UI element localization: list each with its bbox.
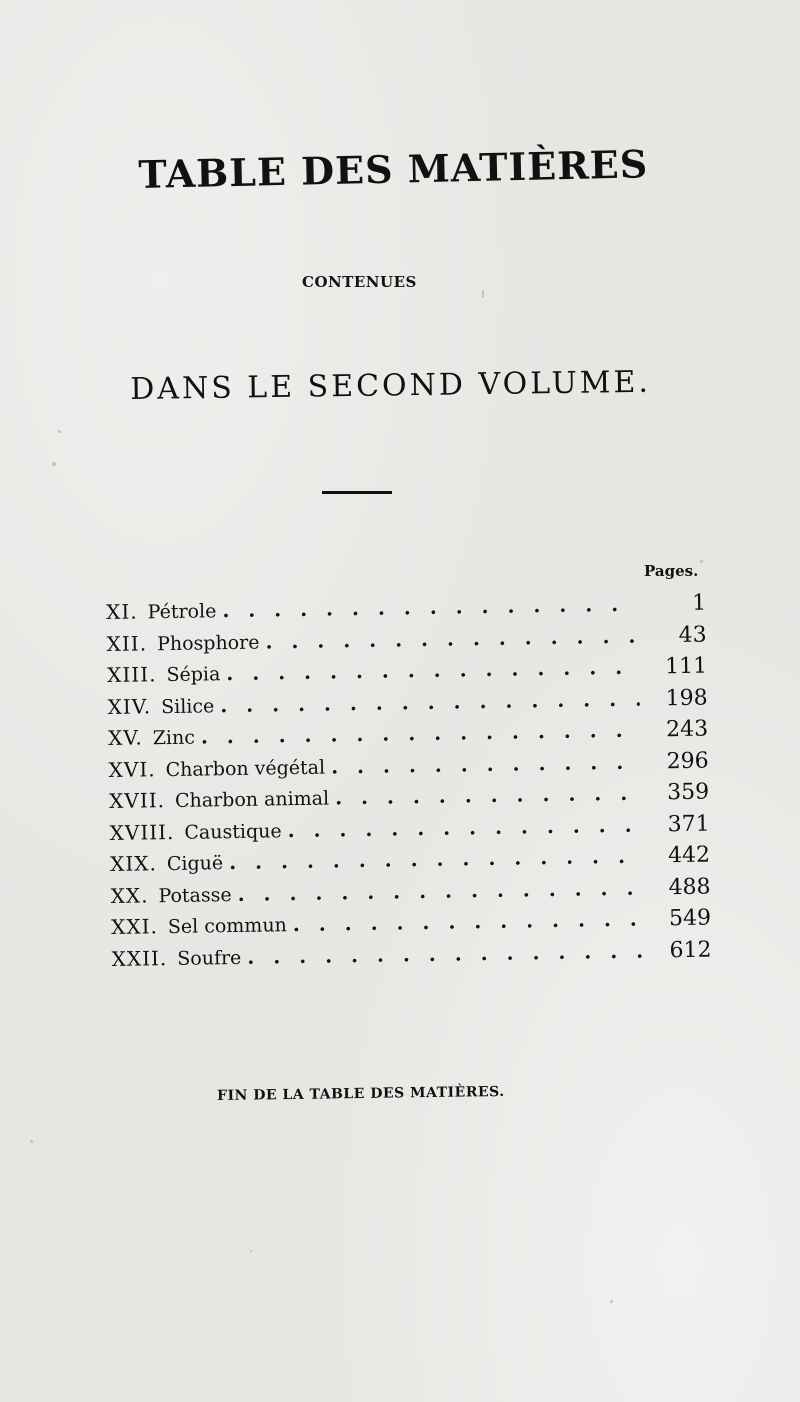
toc-entry-label: Charbon animal: [174, 787, 330, 812]
toc-entry-page: 198: [665, 685, 708, 711]
paper-speck: [250, 1250, 252, 1252]
toc-entry-number: XI.: [106, 599, 138, 624]
toc-entry-label: Phosphore: [156, 631, 260, 655]
paper-speck: [610, 1300, 613, 1303]
dot-leader: [335, 781, 641, 810]
toc-entry-number: XIX.: [109, 851, 158, 876]
dot-leader: [265, 623, 639, 653]
toc-entry-label: Silice: [160, 694, 215, 718]
dot-leader: [293, 907, 644, 936]
toc-entry-page: 612: [669, 937, 712, 963]
dot-leader: [226, 655, 639, 685]
toc-entry-label: Sépia: [166, 663, 221, 687]
dot-leader: [237, 875, 642, 905]
toc-entry-label: Caustique: [184, 819, 282, 844]
toc-entry-page: 442: [667, 842, 711, 869]
toc-entry-label: Soufre: [177, 946, 242, 970]
toc-entry-page: 1: [691, 590, 707, 616]
toc-entry-number: XVII.: [108, 788, 166, 813]
paper-speck: [58, 430, 61, 433]
paper-speck: [30, 1140, 33, 1143]
divider-rule: [322, 491, 392, 494]
dot-leader: [222, 592, 638, 623]
toc-entry-number: XVI.: [108, 756, 156, 782]
page-title: TABLE DES MATIÈRES: [138, 141, 649, 197]
toc-entry-page: 549: [668, 905, 712, 932]
toc-entry-page: 111: [664, 653, 708, 680]
toc-entry-page: 296: [666, 748, 709, 774]
toc-entry-number: XIV.: [107, 693, 152, 719]
paper-speck: [52, 462, 56, 466]
subheading-contenues: CONTENUES: [302, 273, 417, 291]
toc-entry-number: XX.: [110, 882, 149, 908]
volume-subtitle: DANS LE SECOND VOLUME.: [130, 364, 652, 407]
dot-leader: [287, 812, 641, 842]
table-of-contents: [106, 591, 712, 978]
toc-entry-label: Charbon végétal: [165, 756, 326, 781]
toc-entry-number: XVIII.: [109, 819, 175, 845]
dot-leader: [229, 844, 642, 874]
toc-entry-label: Zinc: [152, 726, 196, 750]
toc-entry-label: Pétrole: [147, 600, 217, 624]
end-of-table-note: FIN DE LA TABLE DES MATIÈRES.: [217, 1083, 505, 1104]
toc-entry-label: Ciguë: [166, 852, 224, 876]
dot-leader: [220, 686, 640, 717]
toc-entry-page: 43: [678, 622, 707, 648]
toc-entry-number: XII.: [106, 630, 148, 656]
paper-speck: [482, 290, 484, 298]
paper-speck: [700, 560, 703, 563]
pages-column-label: Pages.: [644, 562, 699, 580]
toc-entry-number: XIII.: [106, 662, 157, 687]
toc-entry-number: XXII.: [111, 945, 168, 971]
dot-leader: [247, 938, 644, 968]
toc-entry-label: Sel commun: [167, 914, 288, 939]
toc-entry-page: 359: [666, 779, 710, 806]
toc-entry-number: XXI.: [110, 914, 159, 939]
toc-entry-page: 488: [668, 874, 711, 900]
toc-entry-page: 371: [667, 811, 710, 837]
toc-entry-label: Potasse: [158, 883, 232, 907]
toc-entry-page: 243: [665, 716, 709, 743]
dot-leader: [331, 749, 641, 778]
toc-entry-number: XV.: [107, 725, 143, 750]
